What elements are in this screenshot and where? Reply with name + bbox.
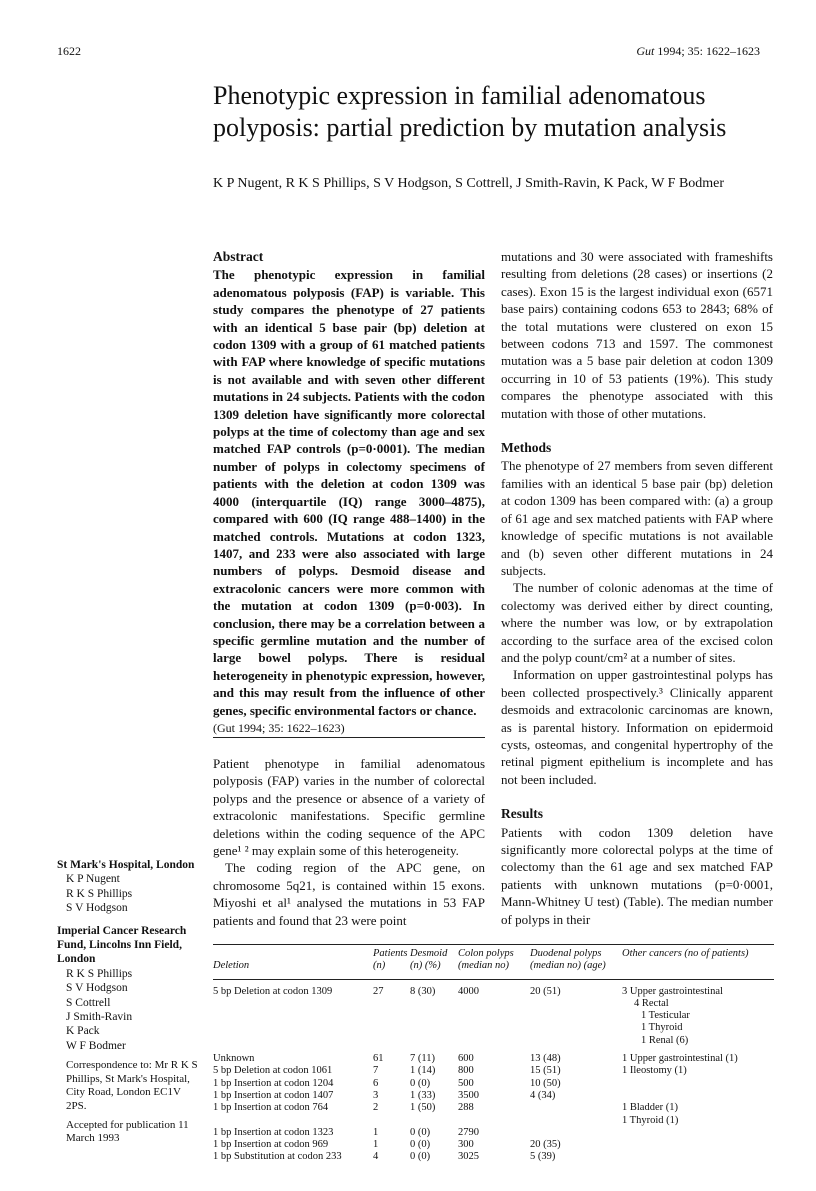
header-deletion: Deletion [213,945,373,980]
affiliation-name: R K S Phillips [66,887,133,900]
abstract-section [213,248,485,737]
cell-desmoid: 0 (0) [410,1151,431,1163]
intro-section [213,755,485,929]
cell-patients: 1 [373,1126,379,1138]
table-row [213,1151,774,1163]
cell-desmoid: 1 (50) [410,1102,436,1114]
affiliation-org-1: St Mark's Hospital, London [57,859,195,871]
cell-other-cancers [622,1047,774,1065]
results-heading: Results [501,806,544,822]
affiliation-name: J Smith-Ravin [66,1011,133,1024]
other-cancer-line: 1 Upper gastrointestinal (1) [622,1053,738,1065]
cell-patients: 6 [373,1077,379,1089]
journal-citation [636,44,760,59]
intro-paragraph-2: The coding region of the APC gene, on chromosome 5q21, is contained within 15 exons. Miyoshi et al¹ analysed the mutations in 53 FAP patients and found that 23 were point [213,860,485,928]
cell-deletion: 1 bp Insertion at codon 969 [213,1139,329,1151]
abstract-citation: (Gut 1994; 35: 1622–1623) [213,720,345,735]
cell-deletion: 1 bp Insertion at codon 1323 [213,1126,334,1138]
cell-deletion: 5 bp Deletion at codon 1309 [213,985,333,997]
other-cancer-line: 1 Testicular [641,1010,690,1022]
cell-desmoid: 8 (30) [410,985,436,997]
cell-duodenal-polyps: 13 (48) [530,1053,561,1065]
cell-colon-polyps: 3500 [458,1089,479,1101]
page-number: 1622 [57,44,81,58]
table-row [213,1047,774,1065]
header-patients: Patients (n) [373,945,410,980]
other-cancer-line: 1 Ileostomy (1) [622,1065,687,1077]
methods-heading: Methods [501,440,552,456]
intro-paragraph-2-continued: mutations and 30 were associated with frameshifts resulting from deletions (28 cases) or insertions (2 cases). Exon 15 is the largest individual exon (6571 base pairs) containing codons 653 to 2843; 68% of the total mutations were clustered on exon 15 between codons 713 and 1597. The commonest mutation was a 5 base pair deletion at codon 1309 occurring in 10 of 53 patients (19%). This study compares the phenotype associated with this mutation with those of other mutations. [501,249,773,421]
other-cancer-line: 1 Thyroid [641,1022,683,1034]
affiliation-org-2: Imperial Cancer Research Fund, Lincolns Inn Field, London [57,924,187,966]
table-row [213,1078,774,1090]
results-paragraph-1: Patients with codon 1309 deletion have significantly more colorectal polyps at the time of colectomy than the 61 age and sex matched FAP patients with unknown mutations (p=0·0001, Mann-Whitney U test) (Table). The median number of polyps in their [501,824,773,927]
journal-name: Gut [636,44,655,58]
cell-other-cancers [622,1065,774,1077]
right-column [501,248,773,928]
methods-paragraph-2: The number of colonic adenomas at the time of colectomy was derived either by direct counting, where the number was low, or by extrapolation according to the surface area of the excised colon and the polyp count/cm² at a number of sites. [501,580,773,665]
cell-duodenal-polyps: 15 (51) [530,1065,561,1077]
affiliation-name: K P Nugent [66,873,120,886]
author-list: K P Nugent, R K S Phillips, S V Hodgson, S Cottrell, J Smith-Ravin, K Pack, W F Bodmer [213,176,725,191]
cell-colon-polyps: 3025 [458,1151,479,1163]
cell-deletion: 1 bp Insertion at codon 1407 [213,1089,334,1101]
cell-colon-polyps: 500 [458,1077,474,1089]
table-row [213,1065,774,1077]
cell-patients: 1 [373,1139,379,1151]
abstract-heading: Abstract [213,249,264,264]
journal-volume: 1994; 35: 1622–1623 [654,44,760,58]
cell-deletion: 1 bp Substitution at codon 233 [213,1151,342,1163]
affiliation-name: S V Hodgson [66,902,128,915]
cell-other-cancers [622,979,774,1047]
cell-colon-polyps: 300 [458,1139,474,1151]
other-cancer-line: 4 Rectal [634,997,669,1009]
other-cancer-line: 1 Thyroid (1) [622,1114,679,1126]
methods-paragraph-1: The phenotype of 27 members from seven different families with an identical 5 base pair (bp) deletion at codon 1309 has been compared with: (a) a group of 61 age and sex matched patients with FAP where knowledge of specific mutations is not available and (b) seven other different mutations in 24 subjects. [501,458,773,578]
cell-other-cancers [622,1139,774,1151]
table-header-row [213,945,774,980]
cell-desmoid: 0 (0) [410,1077,431,1089]
cell-desmoid: 7 (11) [410,1053,435,1065]
cell-colon-polyps: 288 [458,1102,474,1114]
table-row [213,1127,774,1139]
cell-colon-polyps: 600 [458,1053,474,1065]
results-table [213,944,774,1164]
cell-other-cancers [622,1151,774,1163]
cell-duodenal-polyps [530,1127,622,1139]
cell-deletion: 1 bp Insertion at codon 1204 [213,1077,334,1089]
affiliation-names-2 [57,967,202,1053]
cell-other-cancers [622,1078,774,1090]
header-duodenal-polyps: Duodenal polyps (median no) (age) [530,945,622,980]
cell-duodenal-polyps: 10 (50) [530,1077,561,1089]
cell-duodenal-polyps: 20 (51) [530,985,561,997]
header-desmoid: Desmoid (n) (%) [410,945,458,980]
cell-patients: 3 [373,1089,379,1101]
affiliation-names-1 [57,872,202,915]
cell-deletion: 1 bp Insertion at codon 764 [213,1102,329,1114]
article-title: Phenotypic expression in familial adenomatous polyposis: partial prediction by mutation analysis [213,81,727,142]
affiliation-sidebar [57,858,202,1146]
cell-other-cancers [622,1102,774,1127]
spacer [501,788,773,805]
cell-desmoid: 1 (33) [410,1089,436,1101]
abstract-divider [213,737,485,738]
cell-colon-polyps: 4000 [458,985,479,997]
cell-patients: 2 [373,1102,379,1114]
cell-desmoid: 0 (0) [410,1139,431,1151]
cell-duodenal-polyps: 5 (39) [530,1151,556,1163]
cell-patients: 4 [373,1151,379,1163]
cell-other-cancers [622,1090,774,1102]
affiliation-name: S Cottrell [66,996,111,1009]
cell-deletion: 5 bp Deletion at codon 1061 [213,1065,333,1077]
methods-paragraph-3: Information on upper gastrointestinal polyps has been collected prospectively.³ Clinically apparent desmoids and extracolonic carcinomas are known, as is parental history. Information on epidermoid cysts, osteomas, and congenital hypertrophy of the retinal pigment epithelium is incomplete and has not been included. [501,667,773,787]
cell-colon-polyps: 800 [458,1065,474,1077]
correspondence-note: Correspondence to: Mr R K S Phillips, St Mark's Hospital, City Road, London EC1V 2PS. [66,1059,198,1112]
affiliation-name: R K S Phillips [66,967,133,980]
accepted-date: Accepted for publication 11 March 1993 [66,1118,189,1145]
other-cancer-line: 3 Upper gastrointestinal [622,985,723,997]
spacer [501,422,773,439]
affiliation-name: S V Hodgson [66,982,128,995]
cell-patients: 61 [373,1053,384,1065]
cell-patients: 27 [373,985,384,997]
cell-duodenal-polyps: 20 (35) [530,1139,561,1151]
abstract-body: The phenotypic expression in familial adenomatous polyposis (FAP) is variable. This study compares the phenotype of 27 patients with an identical 5 base pair (bp) deletion at codon 1309 with a group of 61 matched patients with FAP where knowledge of specific mutations is not available and with seven other different mutations in 24 subjects. Patients with the codon 1309 deletion have significantly more colorectal polyps at the time of colectomy than age and sex matched FAP controls (p=0·0001). The median number of polyps in colectomy specimens of patients with the deletion at codon 1309 was 4000 (interquartile (IQ) range 3000–4875), compared with 600 (IQ range 488–1400) in the matched controls. Mutations at codon 1323, 1407, and 233 were also associated with large numbers of polyps. Desmoid disease and extracolonic cancers were more common with the mutation at codon 1309 (p=0·003). In conclusion, there may be a correlation between a specific germline mutation and the number of large bowel polyps. There is residual heterogeneity in phenotypic expression, however, and this may result from the influence of other genes, specific environmental factors or chance. [213,267,485,718]
affiliation-name: K Pack [66,1025,100,1038]
header-other-cancers: Other cancers (no of patients) [622,945,774,980]
table-row [213,1139,774,1151]
cell-patients: 7 [373,1065,379,1077]
header-colon-polyps: Colon polyps (median no) [458,945,530,980]
cell-duodenal-polyps [530,1102,622,1127]
cell-desmoid: 0 (0) [410,1126,431,1138]
table-row [213,1102,774,1127]
cell-duodenal-polyps: 4 (34) [530,1089,556,1101]
other-cancer-line: 1 Renal (6) [641,1034,689,1046]
cell-other-cancers [622,1127,774,1139]
cell-deletion: Unknown [213,1053,255,1065]
cell-desmoid: 1 (14) [410,1065,436,1077]
other-cancer-line: 1 Bladder (1) [622,1102,678,1114]
table-row [213,1090,774,1102]
affiliation-name: W F Bodmer [66,1039,126,1052]
cell-colon-polyps: 2790 [458,1126,479,1138]
table-row [213,979,774,1047]
intro-paragraph-1: Patient phenotype in familial adenomatous polyposis (FAP) varies in the number of colorectal polyps and the presence or absence of a variety of extracolonic manifestations. Specific germline deletions within the coding sequence of the APC gene¹ ² may explain some of this heterogeneity. [213,756,485,859]
